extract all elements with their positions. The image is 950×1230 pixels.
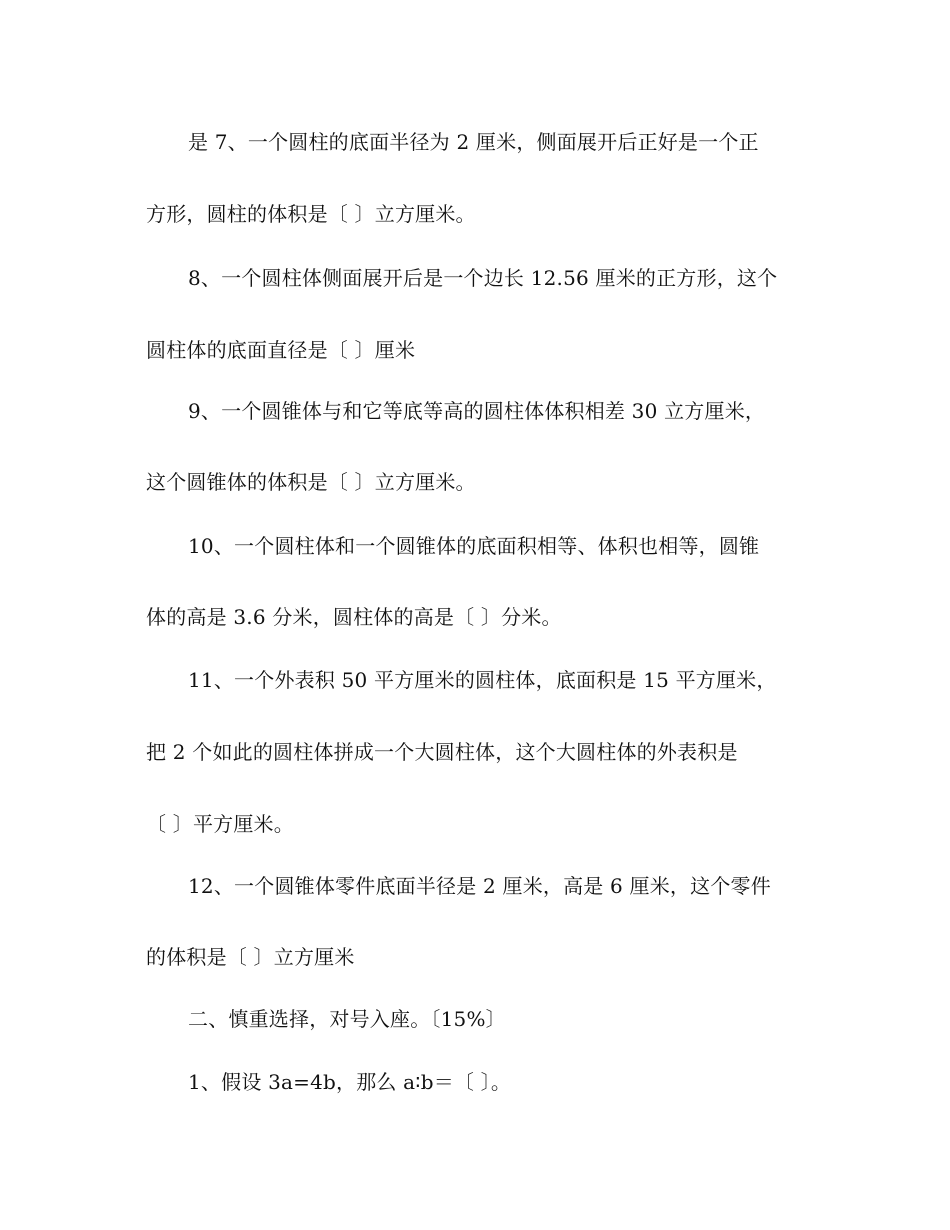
question-12-line-1: 12、一个圆锥体零件底面半径是 2 厘米，高是 6 厘米，这个零件 (188, 874, 771, 898)
question-9-line-1: 9、一个圆锥体与和它等底等高的圆柱体体积相差 30 立方厘米， (188, 399, 766, 423)
question-12-line-2: 的体积是〔 〕立方厘米 (146, 945, 355, 969)
question-11-line-1: 11、一个外表积 50 平方厘米的圆柱体，底面积是 15 平方厘米， (188, 668, 777, 692)
question-8-line-2: 圆柱体的底面直径是〔 〕厘米 (146, 338, 416, 362)
question-10-line-2: 体的高是 3.6 分米，圆柱体的高是〔 〕分米。 (146, 605, 562, 629)
choice-question-1: 1、假设 3a=4b，那么 a∶b＝〔 〕。 (188, 1070, 512, 1094)
question-8-line-1: 8、一个圆柱体侧面展开后是一个边长 12.56 厘米的正方形，这个 (188, 266, 778, 290)
question-7-line-2: 方形，圆柱的体积是〔 〕立方厘米。 (146, 202, 476, 226)
question-11-line-3: 〔 〕平方厘米。 (146, 812, 294, 836)
question-10-line-1: 10、一个圆柱体和一个圆锥体的底面积相等、体积也相等，圆锥 (188, 534, 760, 558)
question-7-line-1: 是 7、一个圆柱的底面半径为 2 厘米，侧面展开后正好是一个正 (188, 130, 759, 154)
question-11-line-2: 把 2 个如此的圆柱体拼成一个大圆柱体，这个大圆柱体的外表积是 (146, 740, 738, 764)
section-two-heading: 二、慎重选择，对号入座。〔15%〕 (188, 1007, 506, 1031)
question-9-line-2: 这个圆锥体的体积是〔 〕立方厘米。 (146, 470, 476, 494)
